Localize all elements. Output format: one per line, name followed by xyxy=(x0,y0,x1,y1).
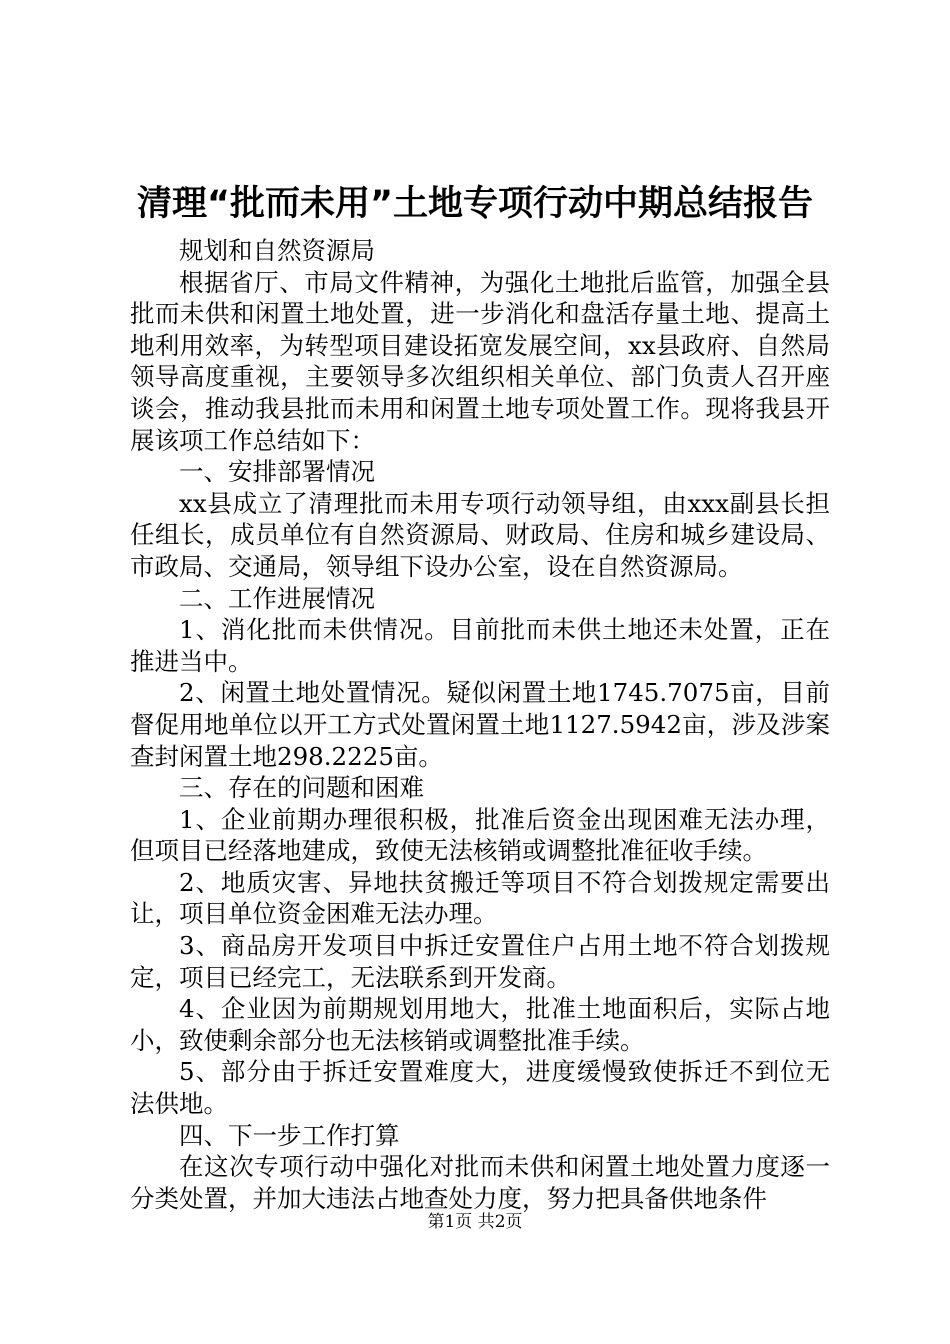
section-heading-4: 四、下一步工作打算 xyxy=(179,1120,400,1150)
section-heading-1: 一、安排部署情况 xyxy=(179,457,375,487)
body-paragraph: xx县成立了清理批而未用专项行动领导组，由xxx副县长担任组长，成员单位有自然资源局、财政局、住房和城乡建设局、市政局、交通局，领导组下设办公室，设在自然资源局。 xyxy=(130,488,830,581)
body-paragraph: 2、闲置土地处置情况。疑似闲置土地1745.7075亩，目前督促用地单位以开工方式处置闲置土地1127.5942亩，涉及涉案查封闲置土地298.2225亩。 xyxy=(130,678,830,771)
body-paragraph: 1、消化批而未供情况。目前批而未供土地还未处置，正在推进当中。 xyxy=(130,615,830,676)
department-line: 规划和自然资源局 xyxy=(179,236,375,265)
body-paragraph: 4、企业因为前期规划用地大，批准土地面积后，实际占地小，致使剩余部分也无法核销或调整批准手续。 xyxy=(130,994,830,1055)
document-title: 清理“批而未用”土地专项行动中期总结报告 xyxy=(136,184,813,224)
body-paragraph: 在这次专项行动中强化对批而未供和闲置土地处置力度逐一分类处置，并加大违法占地查处力度，努力把具备供地条件 xyxy=(130,1152,830,1213)
intro-paragraph: 根据省厅、市局文件精神，为强化土地批后监管，加强全县批而未供和闲置土地处置，进一步消化和盘活存量土地、提高土地利用效率，为转型项目建设拓宽发展空间，xx县政府、自然局领导高度重视，主要领导多次组织相关单位、部门负责人召开座谈会，推动我县批而未用和闲置土地专项处置工作。现将我县开展该项工作总结如下： xyxy=(130,267,830,455)
section-heading-2: 二、工作进展情况 xyxy=(179,583,375,613)
section-heading-3: 三、存在的问题和困难 xyxy=(179,773,424,803)
body-paragraph: 3、商品房开发项目中拆迁安置住户占用土地不符合划拨规定，项目已经完工，无法联系到开发商。 xyxy=(130,931,830,992)
page-number-footer: 第1页 共2页 xyxy=(427,1212,523,1232)
document-body xyxy=(130,235,830,1214)
body-paragraph: 2、地质灾害、异地扶贫搬迁等项目不符合划拨规定需要出让，项目单位资金困难无法办理。 xyxy=(130,867,830,929)
body-paragraph: 5、部分由于拆迁安置难度大，进度缓慢致使拆迁不到位无法供地。 xyxy=(130,1057,830,1119)
body-paragraph: 1、企业前期办理很积极，批准后资金出现困难无法办理，但项目已经落地建成，致使无法核销或调整批准征收手续。 xyxy=(130,804,830,866)
